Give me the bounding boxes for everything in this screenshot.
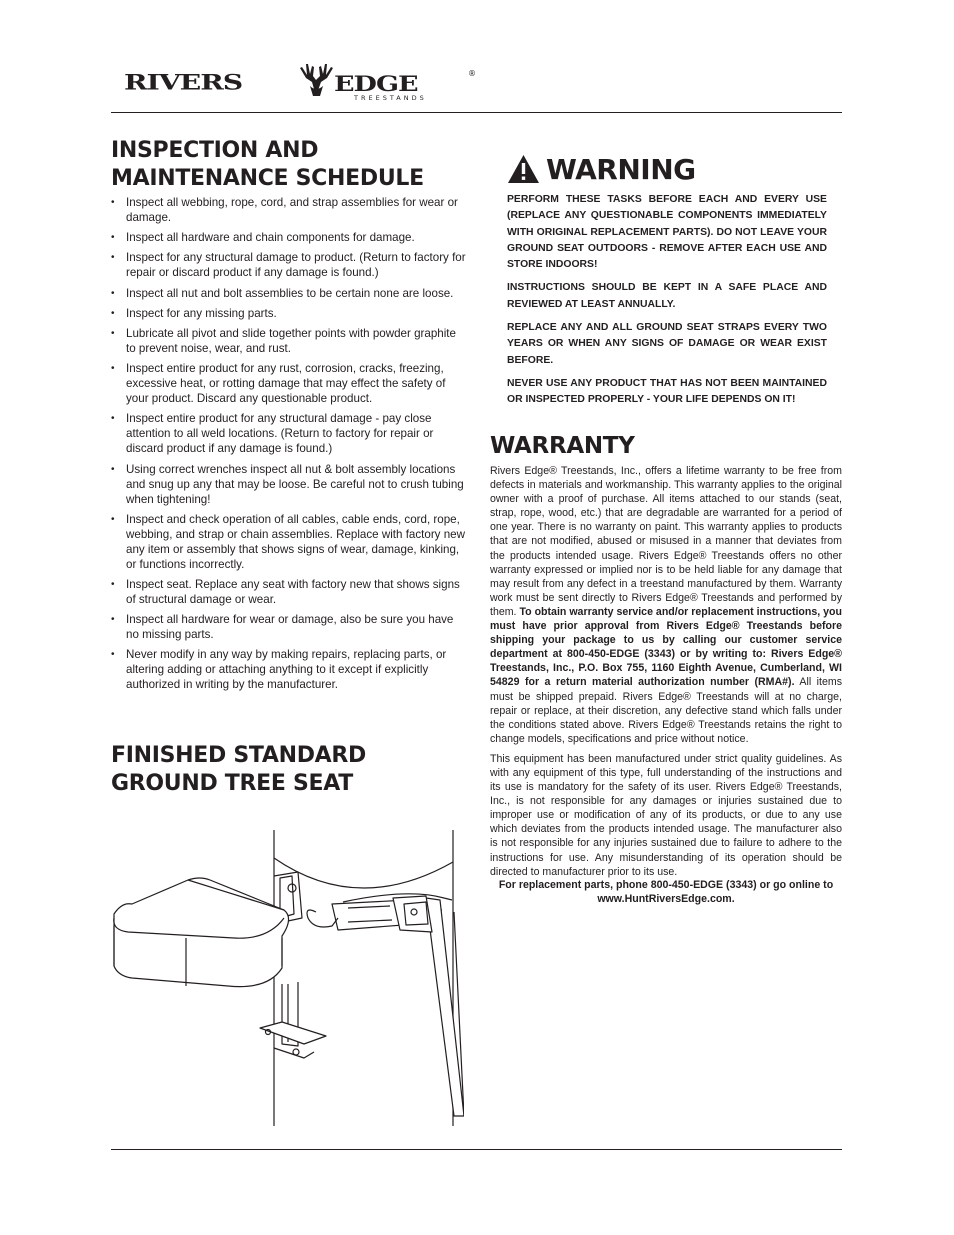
inspection-heading: INSPECTION AND MAINTENANCE SCHEDULE	[111, 138, 424, 191]
warning-heading	[507, 152, 696, 186]
warning-text	[507, 192, 827, 416]
list-item: • Inspect all webbing, rope, cord, and strap assemblies for wear or damage.	[111, 195, 467, 225]
list-item: • Inspect seat. Replace any seat with factory new that shows signs of structural damage or wear.	[111, 577, 467, 607]
rivers-edge-logo	[124, 56, 484, 102]
inspection-list	[111, 195, 467, 697]
list-item: • Inspect all hardware and chain components for damage.	[111, 230, 467, 245]
list-item: • Inspect entire product for any rust, corrosion, cracks, freezing, excessive heat, or rotting damage that may effect the safety of your product. Discard any questionable product.	[111, 361, 467, 406]
warranty-text-bold: To obtain warranty service and/or replacement instructions, you must have prior approval from Rivers Edge® Treestands before shipping your package to us by calling our customer service department at 800-450-EDGE (3343) or by writing to: Rivers Edge® Treestands, Inc., P.O. Box 755, 1160 Eighth Avenue, Cumberland, WI 54829 for a return material authorization number (RMA#).	[490, 605, 842, 689]
list-item: • Using correct wrenches inspect all nut & bolt assembly locations and snug up any that may be loose. Be careful not to crush tubing when tightening!	[111, 462, 467, 507]
list-item: • Lubricate all pivot and slide together points with powder graphite to prevent noise, wear, and rust.	[111, 326, 467, 356]
deer-head-icon	[300, 64, 333, 96]
warranty-text	[490, 464, 842, 885]
top-divider	[111, 112, 842, 113]
warning-title: WARNING	[546, 152, 696, 186]
list-item: • Inspect entire product for any structural damage - pay close attention to all weld locations. (Return to factory for repair or discard product if any damage is found.)	[111, 411, 467, 456]
website-link[interactable]: www.HuntRiversEdge.com.	[597, 893, 735, 905]
replacement-parts-note	[490, 878, 842, 906]
replacement-line-1: For replacement parts, phone 800-450-EDGE (3343) or go online to	[498, 879, 834, 891]
bottom-divider	[111, 1149, 842, 1150]
warranty-text-part-1: Rivers Edge® Treestands, Inc., offers a lifetime warranty to be free from defects in materials and workmanship. This warranty applies to the original owner with a proof of purchase. All items attached to our stands (seat, strap, rope, wood, etc.) that are degradable are warranted for a period of one year. There is no warranty on paint. This warranty applies to products that are not modified, abused or misused in a manner that deviates from the products intended usage. Rivers Edge® Treestands offers no other warranty expressed or implied nor is to be held liable for any damage that may result from any defect in a treestand manufactured by them. Warranty work must be sent directly to Rivers Edge® Treestands and performed by them.	[490, 465, 842, 618]
warning-paragraph: REPLACE ANY AND ALL GROUND SEAT STRAPS EVERY TWO YEARS OR WHEN ANY SIGNS OF DAMAGE OR WEAR EXIST BEFORE.	[507, 322, 827, 366]
list-item: • Inspect for any structural damage to product. (Return to factory for repair or discard product if any damage is found.)	[111, 250, 467, 280]
logo-subtitle: TREESTANDS	[354, 94, 427, 102]
list-item: • Inspect all nut and bolt assemblies to be certain none are loose.	[111, 286, 467, 301]
list-item: • Inspect for any missing parts.	[111, 306, 467, 321]
list-item: • Inspect and check operation of all cables, cable ends, cord, rope, webbing, and strap or chain assemblies. Replace with factory new any item or assembly that shows signs of wear, damage, kinking, or functions incorrectly.	[111, 512, 467, 572]
warranty-heading: WARRANTY	[490, 433, 635, 459]
ground-tree-seat-illustration	[108, 826, 464, 1132]
list-item: • Inspect all hardware for wear or damage, also be sure you have no missing parts.	[111, 612, 467, 642]
warning-paragraph: NEVER USE ANY PRODUCT THAT HAS NOT BEEN MAINTAINED OR INSPECTED PROPERLY - YOUR LIFE DEPENDS ON IT!	[507, 377, 827, 406]
warning-triangle-icon	[507, 154, 540, 184]
warranty-paragraph-2: This equipment has been manufactured under strict quality guidelines. As with any equipment of this type, full understanding of the instructions and its use is mandatory for the safety of its user. Rivers Edge® Treestands, Inc., is not responsible for any damages or injuries sustained due to improper use or modification of any of its products, or due to any use which deviates from the products intended usage. The manufacturer also is not responsible for any injuries sustained due to failure to adhere to the instructions for use. Any misunderstanding of its operation should be directed to manufacturer prior to its use.	[490, 752, 842, 878]
warranty-paragraph-1	[490, 464, 842, 746]
list-item: • Never modify in any way by making repairs, replacing parts, or altering adding or attaching anything to it except if explicitly authorized in writing by the manufacturer.	[111, 647, 467, 692]
warning-paragraph: INSTRUCTIONS SHOULD BE KEPT IN A SAFE PLACE AND REVIEWED AT LEAST ANNUALLY.	[507, 282, 827, 310]
warranty-text-part-2: All items must be shipped prepaid. Rivers Edge® Treestands will at no charge, repair or replace, at their discretion, any defective stand which falls under the conditions stated above. Rivers Edge® Treestands retains the right to change models, specifications and price without notice.	[490, 676, 842, 745]
warning-paragraph: PERFORM THESE TASKS BEFORE EACH AND EVERY USE (REPLACE ANY QUESTIONABLE COMPONENTS IMMEDIATELY WITH ORIGINAL REPLACEMENT PARTS). DO NOT LEAVE YOUR GROUND SEAT OUTDOORS - REMOVE AFTER EACH USE AND STORE INDOORS!	[507, 194, 827, 271]
registered-mark: ®	[468, 69, 476, 78]
logo-word-rivers: RIVERS	[124, 70, 243, 95]
finished-seat-heading: FINISHED STANDARD GROUND TREE SEAT	[111, 743, 366, 796]
logo-word-edge: EDGE	[334, 71, 418, 97]
